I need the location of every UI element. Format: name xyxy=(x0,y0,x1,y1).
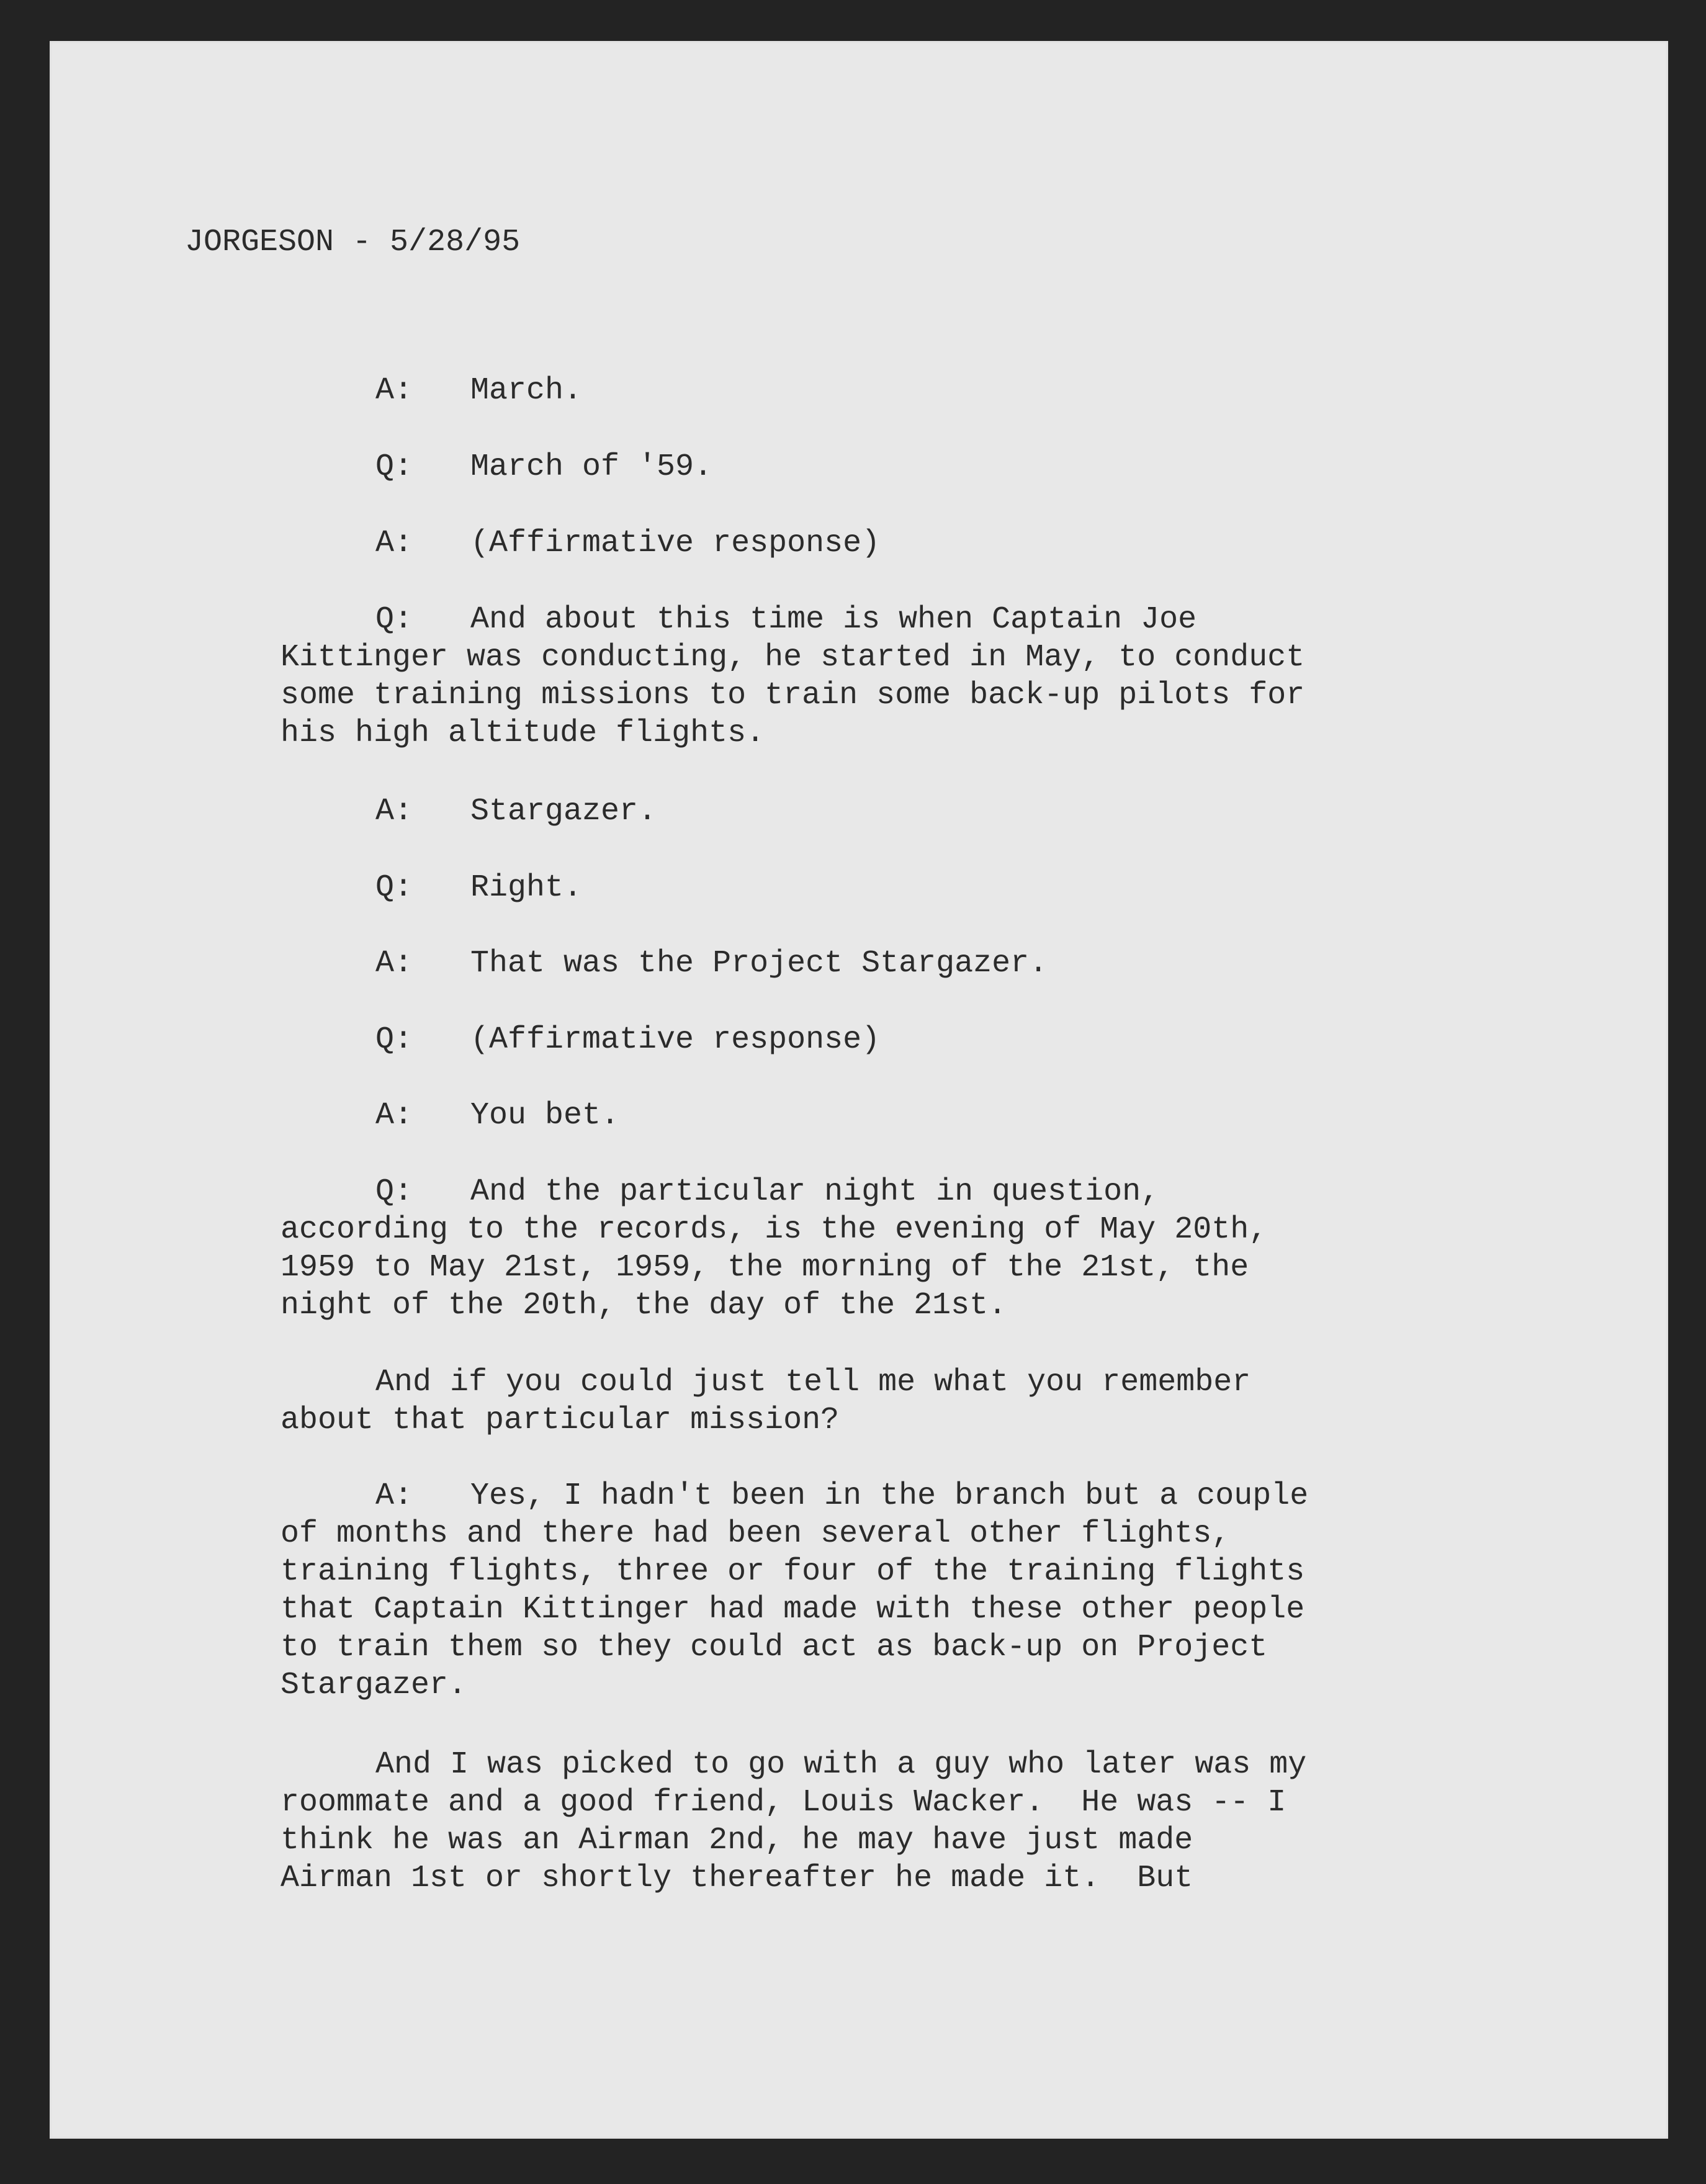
entry-first-line: March of '59. xyxy=(470,449,713,485)
entry-first-line: And about this time is when Captain Joe xyxy=(470,602,1197,637)
speaker-label: Q: xyxy=(375,1174,413,1210)
entry-first-line: And if you could just tell me what you remember xyxy=(375,1365,1251,1400)
entry-continuation: Kittinger was conducting, he started in May, to conduct some training missions to train some back-up pilots for his high altitude flights. xyxy=(281,640,1305,751)
entry-first-line: Yes, I hadn't been in the branch but a couple xyxy=(470,1478,1309,1514)
speaker-label: A: xyxy=(375,373,413,408)
speaker-label: A: xyxy=(375,1098,413,1133)
entry-first-line: Stargazer. xyxy=(470,794,657,829)
entry-first-line: And I was picked to go with a guy who later was my xyxy=(375,1747,1307,1782)
entry-first-line: (Affirmative response) xyxy=(470,526,881,561)
entry-first-line: You bet. xyxy=(470,1098,620,1133)
speaker-label: Q: xyxy=(375,870,413,906)
entry-continuation: of months and there had been several other flights, training flights, three or four of the training flights that Captain Kittinger had made with these other people to train them so they could act as back-up on Project Stargazer. xyxy=(281,1516,1305,1703)
entry-first-line: March. xyxy=(470,373,583,408)
speaker-label: A: xyxy=(375,526,413,561)
entry-continuation: about that particular mission? xyxy=(281,1403,840,1438)
speaker-label: A: xyxy=(375,794,413,829)
entry-first-line: (Affirmative response) xyxy=(470,1022,881,1058)
entry-continuation: according to the records, is the evening of May 20th, 1959 to May 21st, 1959, the morning of the 21st, the night of the 20th, the day of the 21st. xyxy=(281,1212,1268,1323)
entry-continuation: roommate and a good friend, Louis Wacker. He was -- I think he was an Airman 2nd, he may have just made Airman 1st or shortly thereafter he made it. But xyxy=(281,1785,1286,1896)
speaker-label: Q: xyxy=(375,449,413,485)
speaker-label: Q: xyxy=(375,602,413,637)
document-header: JORGESON - 5/28/95 xyxy=(185,225,521,260)
entry-first-line: Right. xyxy=(470,870,583,906)
entry-first-line: And the particular night in question, xyxy=(470,1174,1160,1210)
speaker-label: A: xyxy=(375,946,413,981)
speaker-label: A: xyxy=(375,1478,413,1514)
entry-first-line: That was the Project Stargazer. xyxy=(470,946,1048,981)
speaker-label: Q: xyxy=(375,1022,413,1058)
